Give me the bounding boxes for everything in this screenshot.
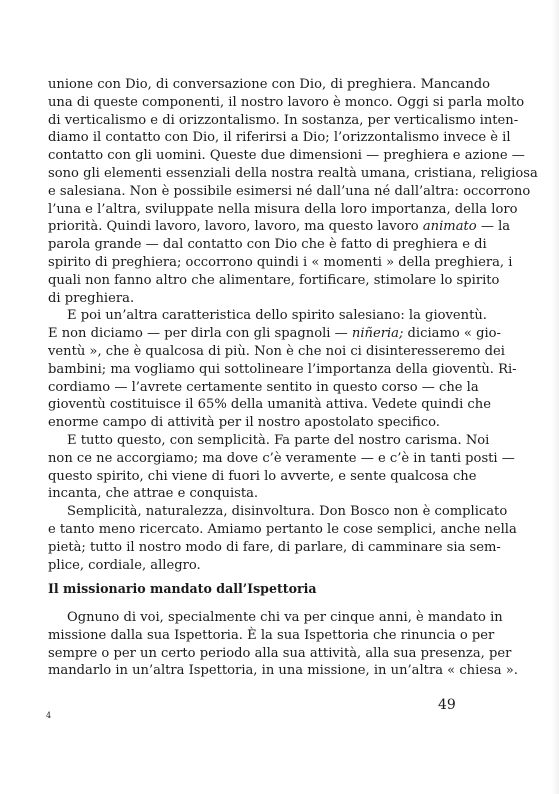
text-line: pietà; tutto il nostro modo di fare, di parlare, di camminare sia sem- xyxy=(48,539,501,555)
text-line: enorme campo di attività per il nostro apostolato specifico. xyxy=(48,415,440,431)
text-line: bambini; ma vogliamo qui sottolineare l’importanza della gioventù. Ri- xyxy=(48,361,517,377)
text-line: contatto con gli uomini. Queste due dimensioni — preghiera e azione — xyxy=(48,148,525,164)
text-line: parola grande — dal contatto con Dio che è fatto di preghiera e di xyxy=(48,237,487,253)
text-line: Semplicità, naturalezza, disinvoltura. Don Bosco non è complicato xyxy=(67,504,508,520)
text-line: E non diciamo — per dirla con gli spagnoli — niñeria; diciamo « gio- xyxy=(48,326,501,342)
italic-word: animato xyxy=(422,219,477,235)
page-number: 49 xyxy=(438,697,456,713)
text-line: E tutto questo, con semplicità. Fa parte del nostro carisma. Noi xyxy=(67,432,490,448)
section-heading: Il missionario mandato dall’Ispettoria xyxy=(48,581,317,596)
text-line: priorità. Quindi lavoro, lavoro, lavoro, ma questo lavoro animato — la xyxy=(48,219,511,235)
text-line: di preghiera. xyxy=(48,290,135,306)
text-line: gioventù costituisce il 65% della umanità attiva. Vedete quindi che xyxy=(48,397,491,413)
text-line: questo spirito, chi viene di fuori lo avverte, e sente qualcosa che xyxy=(48,468,477,484)
text-line: cordiamo — l’avrete certamente sentito in questo corso — che la xyxy=(48,379,479,395)
text-line: Ognuno di voi, specialmente chi va per cinque anni, è mandato in xyxy=(67,610,503,625)
text-line: e salesiana. Non è possibile esimersi né dall’una né dall’altra: occorrono xyxy=(48,183,531,199)
text-line: l’una e l’altra, sviluppate nella misura della loro importanza, della loro xyxy=(48,201,518,217)
body-text-bottom xyxy=(48,609,518,680)
text-line: incanta, che attrae e conquista. xyxy=(48,486,259,502)
page-edge-shadow xyxy=(551,0,559,794)
text-line: non ce ne accorgiamo; ma dove c’è veramente — e c’è in tanti posti — xyxy=(48,450,515,466)
text-line: di verticalismo e di orizzontalismo. In sostanza, per verticalismo inten- xyxy=(48,112,519,128)
text-line: sono gli elementi essenziali della nostra realtà umana, cristiana, religiosa xyxy=(48,165,538,181)
text-line: mandarlo in un’altra Ispettoria, in una missione, in un’altra « chiesa ». xyxy=(48,663,518,679)
text-line: spirito di preghiera; occorrono quindi i « momenti » della preghiera, i xyxy=(48,254,513,270)
text-line: unione con Dio, di conversazione con Dio, di preghiera. Mancando xyxy=(48,77,491,92)
text-line: e tanto meno ricercato. Amiamo pertanto le cose semplici, anche nella xyxy=(48,521,517,537)
text-line: missione dalla sua Ispettoria. È la sua Ispettoria che rinuncia o per xyxy=(48,627,495,643)
text-line: plice, cordiale, allegro. xyxy=(48,557,201,573)
italic-word: niñeria; xyxy=(351,326,404,342)
text-line: E poi un’altra caratteristica dello spirito salesiano: la gioventù. xyxy=(67,308,487,324)
text-line: sempre o per un certo periodo alla sua attività, alla sua presenza, per xyxy=(48,645,512,661)
text-line: diamo il contatto con Dio, il riferirsi a Dio; l’orizzontalismo invece è il xyxy=(48,130,511,146)
text-line: quali non fanno altro che alimentare, fortificare, stimolare lo spirito xyxy=(48,272,500,288)
text-line: una di queste componenti, il nostro lavoro è monco. Oggi si parla molto xyxy=(48,94,525,110)
margin-mark: 4 xyxy=(46,711,52,720)
text-line: ventù », che è qualcosa di più. Non è che noi ci disinteresseremo dei xyxy=(48,343,505,359)
body-text-top xyxy=(48,76,538,574)
